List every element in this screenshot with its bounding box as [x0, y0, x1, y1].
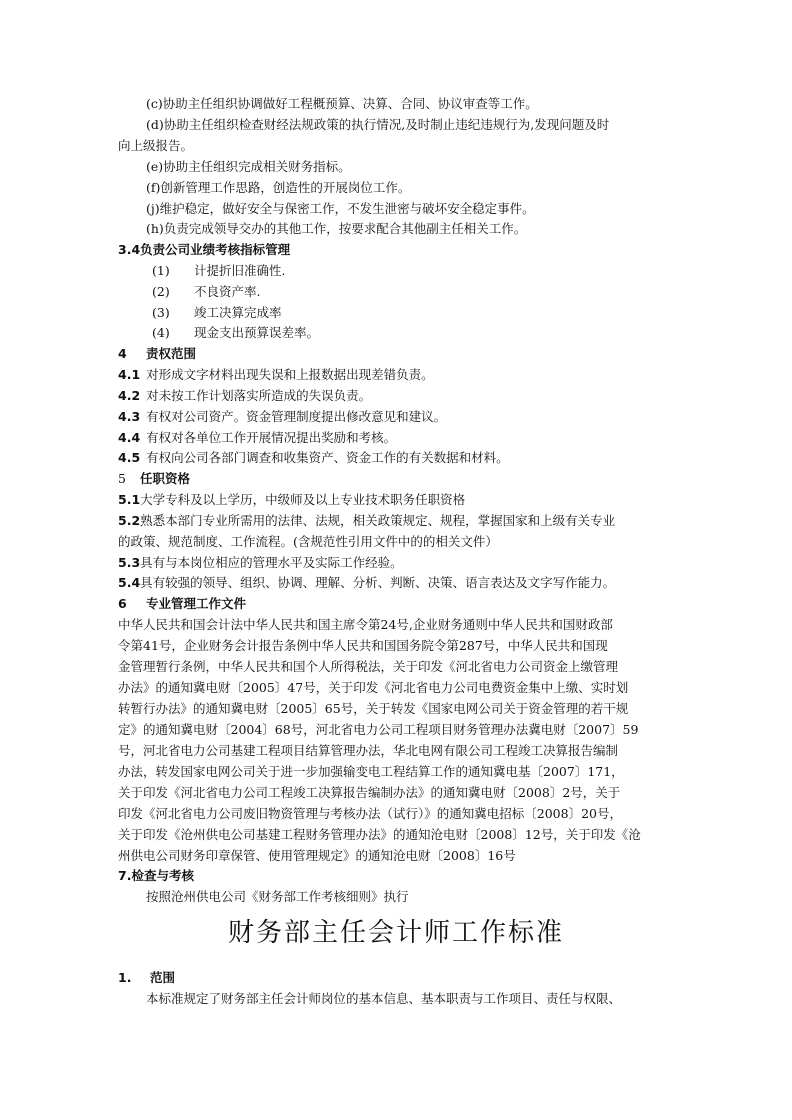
paragraph-line: 中华人民共和国会计法中华人民共和国主席令第24号,企业财务通则中华人民共和国财政部	[118, 617, 613, 632]
item-text: 对未按工作计划落实所造成的失误负责。	[146, 388, 372, 403]
item-text: 有权对公司资产。资金管理制度提出修改意见和建议。	[146, 409, 447, 424]
item-text: 具有较强的领导、组织、协调、理解、分析、判断、决策、语言表达及文字写作能力。	[140, 575, 616, 590]
list-item	[152, 323, 712, 343]
paragraph-line: 印发《河北省电力公司废旧物资管理与考核办法（试行）》的通知冀电招标〔2008〕20号，	[118, 806, 622, 821]
document-title: 财务部主任会计师工作标准	[227, 918, 564, 948]
item-text: 计提折旧准确性.	[194, 263, 286, 278]
item-number: 5.3	[118, 555, 141, 570]
section-number: 5	[118, 471, 126, 486]
list-item	[118, 386, 678, 406]
paragraph-line: 金管理暂行条例，中华人民共和国个人所得税法，关于印发《河北省电力公司资金上缴管理	[118, 659, 619, 674]
item-number: (2)	[152, 284, 170, 299]
section-title: 责权范围	[146, 346, 197, 361]
paragraph-line: 关于印发《河北省电力公司工程竣工决算报告编制办法》的通知冀电财〔2008〕2号，关于	[118, 785, 621, 800]
duty-line: (e)协助主任组织完成相关财务指标。	[146, 159, 351, 174]
duty-line: (f)创新管理工作思路，创造性的开展岗位工作。	[146, 180, 411, 195]
section-number: 4	[118, 346, 127, 361]
item-number: 5.4	[118, 575, 141, 590]
list-item	[152, 261, 712, 281]
item-number: 4.3	[118, 409, 141, 424]
paragraph-line: 关于印发《沧州供电公司基建工程财务管理办法》的通知沧电财〔2008〕12号，关于印发《沧	[118, 827, 641, 842]
section-title: 范围	[150, 970, 176, 985]
section-heading-1	[118, 968, 678, 988]
paragraph-line: 办法，转发国家电网公司关于进一步加强输变电工程结算工作的通知冀电基〔2007〕171，	[118, 764, 624, 779]
list-item	[152, 303, 712, 323]
item-number: 4.2	[118, 388, 141, 403]
list-item	[118, 573, 678, 593]
list-item	[118, 365, 678, 385]
item-number: (3)	[152, 305, 170, 320]
duty-line: (d)协助主任组织检查财经法规政策的执行情况,及时制止违纪违规行为,发现问题及时	[146, 117, 610, 132]
list-item	[118, 511, 678, 531]
item-text: 有权对各单位工作开展情况提出奖励和考核。	[146, 430, 397, 445]
section-number: 6	[118, 596, 127, 611]
section-number: 1.	[118, 970, 132, 985]
paragraph-line: 本标准规定了财务部主任会计师岗位的基本信息、基本职责与工作项目、责任与权限、	[146, 991, 622, 1006]
list-item	[118, 490, 678, 510]
section-heading-5	[118, 469, 678, 489]
item-text: 竣工决算完成率	[194, 305, 282, 320]
item-number: 4.1	[118, 367, 141, 382]
paragraph-line: 办法》的通知冀电财〔2005〕47号，关于印发《河北省电力公司电费资金集中上缴、实时划	[118, 680, 629, 695]
list-item	[118, 448, 678, 468]
list-item	[118, 428, 678, 448]
item-text: 大学专科及以上学历，中级师及以上专业技术职务任职资格	[140, 492, 466, 507]
item-text: 现金支出预算误差率。	[194, 325, 320, 340]
section-heading-7: 7.检查与考核	[118, 868, 194, 883]
item-text: 有权向公司各部门调查和收集资产、资金工作的有关数据和材料。	[146, 450, 509, 465]
list-item	[118, 553, 678, 573]
item-text: 的政策、规范制度、工作流程。(含规范性引用文件中的的相关文件）	[118, 534, 498, 549]
section-heading-6	[118, 594, 678, 614]
paragraph-line: 按照沧州供电公司《财务部工作考核细则》执行	[146, 889, 409, 904]
item-text: 具有与本岗位相应的管理水平及实际工作经验。	[140, 555, 403, 570]
item-number: 5.2	[118, 513, 141, 528]
item-text: 熟悉本部门专业所需用的法律、法规，相关政策规定、规程，掌握国家和上级有关专业	[140, 513, 616, 528]
item-number: 5.1	[118, 492, 141, 507]
paragraph-line: 令第41号，企业财务会计报告条例中华人民共和国国务院令第287号，中华人民共和国现	[118, 638, 608, 653]
item-number: (4)	[152, 325, 170, 340]
list-item	[152, 282, 712, 302]
paragraph-line: 号，河北省电力公司基建工程项目结算管理办法，华北电网有限公司工程竣工决算报告编制	[118, 743, 619, 758]
duty-line: (c)协助主任组织协调做好工程概预算、决算、合同、协议审查等工作。	[146, 96, 538, 111]
paragraph-line: 州供电公司财务印章保管、使用管理规定》的通知沧电财〔2008〕16号	[118, 848, 516, 863]
duty-line: (h)负责完成领导交办的其他工作，按要求配合其他副主任相关工作。	[146, 221, 527, 236]
item-number: (1)	[152, 263, 170, 278]
item-number: 4.5	[118, 450, 141, 465]
section-heading-3-4: 3.4负责公司业绩考核指标管理	[118, 242, 291, 257]
section-heading-4	[118, 344, 678, 364]
item-number: 4.4	[118, 430, 141, 445]
item-text: 对形成文字材料出现失误和上报数据出现差错负责。	[146, 367, 434, 382]
item-text: 不良资产率.	[194, 284, 261, 299]
paragraph-line: 定》的通知冀电财〔2004〕68号，河北省电力公司工程项目财务管理办法冀电财〔2007〕59	[118, 722, 639, 737]
duty-line: 向上级报告。	[118, 138, 194, 153]
paragraph-line: 转暂行办法》的通知冀电财〔2005〕65号，关于转发《国家电网公司关于资金管理的若干规	[118, 701, 629, 716]
list-item	[118, 407, 678, 427]
list-item-continuation	[118, 532, 678, 552]
section-title: 专业管理工作文件	[146, 596, 247, 611]
duty-line: (j)维护稳定，做好安全与保密工作，不发生泄密与破坏安全稳定事件。	[146, 201, 535, 216]
section-title: 任职资格	[140, 471, 191, 486]
